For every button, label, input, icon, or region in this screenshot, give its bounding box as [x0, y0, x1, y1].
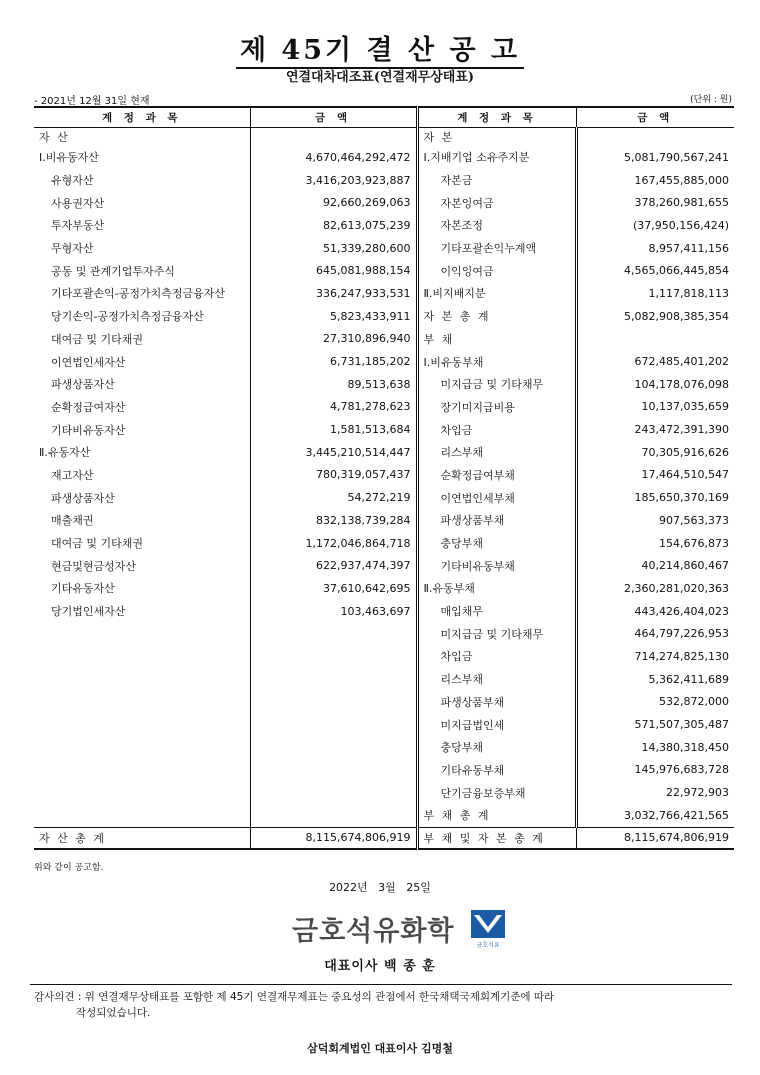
right-amount-cell: 5,081,790,567,241: [576, 146, 734, 169]
left-account-cell: 기타유동자산: [51, 582, 115, 596]
table-row: [34, 237, 734, 260]
left-account-cell: 자 산: [39, 131, 70, 144]
left-amount-cell: [250, 645, 417, 668]
right-amount-cell: 10,137,035,659: [576, 396, 734, 419]
right-account-cell: 자본금: [417, 169, 576, 192]
left-account-cell: [34, 759, 250, 782]
left-account-cell: Ⅱ.유동자산: [39, 446, 91, 460]
left-account-cell: 대여금 및 기타채권: [51, 332, 144, 346]
left-account-cell: 당기법인세자산: [51, 605, 126, 619]
right-amount-cell: 3,032,766,421,565: [576, 804, 734, 827]
right-account-cell: Ⅰ.지배기업 소유주지분: [417, 146, 576, 169]
right-amount-cell: 464,797,226,953: [576, 622, 734, 645]
right-amount-cell: 167,455,885,000: [576, 169, 734, 192]
table-row: [34, 441, 734, 464]
right-account-cell: 파생상품부채: [417, 691, 576, 714]
audit-opinion-line2: 작성되었습니다.: [76, 1007, 151, 1019]
total-assets-amount: 8,115,674,806,919: [250, 827, 417, 849]
right-amount-cell: 40,214,860,467: [576, 554, 734, 577]
announcement-date: 2022년 3월 25일: [329, 881, 431, 894]
right-account-cell: 기타유동부채: [417, 759, 576, 782]
table-row: [34, 622, 734, 645]
left-amount-cell: 54,272,219: [250, 486, 417, 509]
right-amount-cell: [576, 328, 734, 351]
announcement-title: 제 45기 결 산 공 고: [0, 28, 760, 67]
table-row: [34, 804, 734, 827]
right-amount-cell: 5,082,908,385,354: [576, 305, 734, 328]
left-amount-cell: 5,823,433,911: [250, 305, 417, 328]
table-row: [34, 146, 734, 169]
right-amount-cell: 22,972,903: [576, 781, 734, 804]
right-account-cell: 리스부채: [417, 441, 576, 464]
table-row: [34, 736, 734, 759]
table-row: [34, 509, 734, 532]
left-amount-cell: [250, 668, 417, 691]
left-account-cell: 공동 및 관계기업투자주식: [51, 264, 175, 278]
right-amount-cell: 4,565,066,445,854: [576, 259, 734, 282]
right-amount-cell: 17,464,510,547: [576, 464, 734, 487]
table-row: [34, 668, 734, 691]
right-account-cell: 자본잉여금: [417, 191, 576, 214]
right-amount-cell: 714,274,825,130: [576, 645, 734, 668]
left-amount-cell: 3,445,210,514,447: [250, 441, 417, 464]
balance-sheet-table: [34, 106, 734, 850]
table-row: [34, 305, 734, 328]
left-account-cell: 순확정급여자산: [51, 400, 126, 414]
table-row: [34, 191, 734, 214]
right-account-cell: 순확정급여부채: [417, 464, 576, 487]
table-header-row: [34, 107, 734, 128]
table-row: [34, 259, 734, 282]
left-amount-cell: 27,310,896,940: [250, 328, 417, 351]
left-account-cell: 사용권자산: [51, 196, 105, 210]
announcement-note: 위와 같이 공고함.: [34, 863, 104, 873]
right-amount-cell: 5,362,411,689: [576, 668, 734, 691]
left-account-cell: 기타비유동자산: [51, 423, 126, 437]
right-account-cell: 장기미지급비용: [417, 396, 576, 419]
left-account-cell: [34, 622, 250, 645]
right-account-cell: Ⅱ.유동부채: [417, 577, 576, 600]
left-account-cell: [34, 713, 250, 736]
right-account-cell: 부 채: [417, 328, 576, 351]
left-amount-cell: 832,138,739,284: [250, 509, 417, 532]
left-amount-cell: 4,781,278,623: [250, 396, 417, 419]
left-account-cell: 파생상품자산: [51, 378, 115, 392]
left-amount-cell: 103,463,697: [250, 600, 417, 623]
left-account-cell: 당기손익-공정가치측정금융자산: [51, 310, 204, 324]
right-account-cell: 충당부채: [417, 736, 576, 759]
left-amount-cell: 92,660,269,063: [250, 191, 417, 214]
right-account-cell: 차입금: [417, 418, 576, 441]
left-account-cell: 매출채권: [51, 514, 94, 528]
table-row: [34, 282, 734, 305]
left-amount-cell: 1,581,513,684: [250, 418, 417, 441]
total-liab-equity-label: 부 채 및 자 본 총 계: [417, 827, 576, 849]
left-account-cell: [34, 691, 250, 714]
table-row: [34, 554, 734, 577]
right-account-cell: 매입채무: [417, 600, 576, 623]
left-amount-cell: 645,081,988,154: [250, 259, 417, 282]
logo-subtext: 금호석유: [476, 942, 500, 949]
table-row: [34, 600, 734, 623]
right-account-cell: 자 본 총 계: [417, 305, 576, 328]
right-amount-cell: 70,305,916,626: [576, 441, 734, 464]
table-row: [34, 418, 734, 441]
right-account-cell: 파생상품부채: [417, 509, 576, 532]
left-amount-cell: 82,613,075,239: [250, 214, 417, 237]
table-row: [34, 396, 734, 419]
table-row: [34, 350, 734, 373]
right-account-cell: Ⅱ.비지배지분: [417, 282, 576, 305]
right-amount-cell: 443,426,404,023: [576, 600, 734, 623]
left-amount-cell: 780,319,057,437: [250, 464, 417, 487]
left-amount-cell: 336,247,933,531: [250, 282, 417, 305]
left-account-cell: Ⅰ.비유동자산: [39, 151, 99, 165]
left-account-cell: 기타포괄손익-공정가치측정금융자산: [51, 287, 225, 301]
audit-opinion-line1: 감사의견 : 위 연결재무상태표를 포함한 제 45기 연결재무제표는 중요성의 관점에서 한국채택국제회계기준에 따라: [34, 991, 555, 1003]
right-account-cell: 기타포괄손익누계액: [417, 237, 576, 260]
table-row: [34, 532, 734, 555]
table-row: [34, 214, 734, 237]
unit-label: (단위 : 원): [690, 95, 732, 105]
right-account-cell: 자본조정: [417, 214, 576, 237]
right-account-cell: 기타비유동부채: [417, 554, 576, 577]
left-account-cell: 재고자산: [51, 468, 94, 482]
right-account-cell: 미지급금 및 기타채무: [417, 622, 576, 645]
table-row: [34, 128, 734, 147]
left-account-cell: [34, 645, 250, 668]
right-account-cell: 이연법인세부채: [417, 486, 576, 509]
left-account-cell: [34, 668, 250, 691]
right-account-cell: 미지급금 및 기타채무: [417, 373, 576, 396]
table-row: [34, 713, 734, 736]
left-amount-cell: 37,610,642,695: [250, 577, 417, 600]
left-amount-cell: [250, 128, 417, 147]
right-amount-cell: 243,472,391,390: [576, 418, 734, 441]
right-amount-cell: 145,976,683,728: [576, 759, 734, 782]
right-amount-cell: 2,360,281,020,363: [576, 577, 734, 600]
header-amount-right: 금 액: [576, 107, 734, 128]
left-amount-cell: 1,172,046,864,718: [250, 532, 417, 555]
left-amount-cell: 622,937,474,397: [250, 554, 417, 577]
left-amount-cell: 6,731,185,202: [250, 350, 417, 373]
left-account-cell: 무형자산: [51, 242, 94, 256]
left-amount-cell: [250, 622, 417, 645]
total-liab-equity-amount: 8,115,674,806,919: [576, 827, 734, 849]
right-account-cell: 부 채 총 계: [417, 804, 576, 827]
table-row: [34, 169, 734, 192]
table-row: [34, 486, 734, 509]
statement-subtitle: 연결대차대조표(연결재무상태표): [285, 70, 475, 85]
right-account-cell: 자 본: [417, 128, 576, 147]
right-account-cell: 미지급법인세: [417, 713, 576, 736]
right-amount-cell: 532,872,000: [576, 691, 734, 714]
right-amount-cell: 104,178,076,098: [576, 373, 734, 396]
left-amount-cell: [250, 781, 417, 804]
table-row: [34, 781, 734, 804]
right-account-cell: 리스부채: [417, 668, 576, 691]
right-amount-cell: 907,563,373: [576, 509, 734, 532]
left-account-cell: 대여금 및 기타채권: [51, 537, 144, 551]
table-row: [34, 759, 734, 782]
left-amount-cell: [250, 691, 417, 714]
table-row: [34, 577, 734, 600]
right-amount-cell: 185,650,370,169: [576, 486, 734, 509]
left-amount-cell: [250, 736, 417, 759]
left-amount-cell: 4,670,464,292,472: [250, 146, 417, 169]
left-account-cell: 현금및현금성자산: [51, 559, 137, 573]
right-account-cell: 충당부채: [417, 532, 576, 555]
left-amount-cell: 3,416,203,923,887: [250, 169, 417, 192]
auditor-name: 삼덕회계법인 대표이사 김명철: [307, 1042, 453, 1055]
right-amount-cell: 672,485,401,202: [576, 350, 734, 373]
left-amount-cell: 51,339,280,600: [250, 237, 417, 260]
header-account-left: 계 정 과 목: [34, 107, 250, 128]
right-account-cell: 이익잉여금: [417, 259, 576, 282]
table-row: [34, 373, 734, 396]
left-account-cell: 이연법인세자산: [51, 355, 126, 369]
right-amount-cell: [576, 128, 734, 147]
right-amount-cell: 1,117,818,113: [576, 282, 734, 305]
right-amount-cell: 378,260,981,655: [576, 191, 734, 214]
left-account-cell: [34, 736, 250, 759]
left-amount-cell: [250, 713, 417, 736]
right-account-cell: Ⅰ.비유동부채: [417, 350, 576, 373]
header-account-right: 계 정 과 목: [417, 107, 576, 128]
table-row: [34, 691, 734, 714]
left-account-cell: 파생상품자산: [51, 491, 115, 505]
left-amount-cell: [250, 759, 417, 782]
left-account-cell: [34, 804, 250, 827]
total-row: [34, 827, 734, 849]
header-amount-left: 금 액: [250, 107, 417, 128]
company-name: 금호석유화학: [292, 916, 455, 947]
right-amount-cell: 571,507,305,487: [576, 713, 734, 736]
right-account-cell: 단기금융보증부채: [417, 781, 576, 804]
table-row: [34, 645, 734, 668]
left-account-cell: 유형자산: [51, 174, 94, 188]
left-amount-cell: [250, 804, 417, 827]
ceo-name: 대표이사 백 종 훈: [324, 959, 436, 974]
right-amount-cell: 154,676,873: [576, 532, 734, 555]
right-amount-cell: 14,380,318,450: [576, 736, 734, 759]
total-assets-label: 자 산 총 계: [34, 827, 250, 849]
right-account-cell: 차입금: [417, 645, 576, 668]
right-amount-cell: (37,950,156,424): [576, 214, 734, 237]
table-row: [34, 464, 734, 487]
kumho-logo-icon: [470, 909, 506, 949]
table-row: [34, 328, 734, 351]
divider: [30, 984, 732, 985]
as-of-date: - 2021년 12월 31일 현재: [34, 96, 150, 107]
left-account-cell: 투자부동산: [51, 219, 105, 233]
left-account-cell: [34, 781, 250, 804]
left-amount-cell: 89,513,638: [250, 373, 417, 396]
right-amount-cell: 8,957,411,156: [576, 237, 734, 260]
